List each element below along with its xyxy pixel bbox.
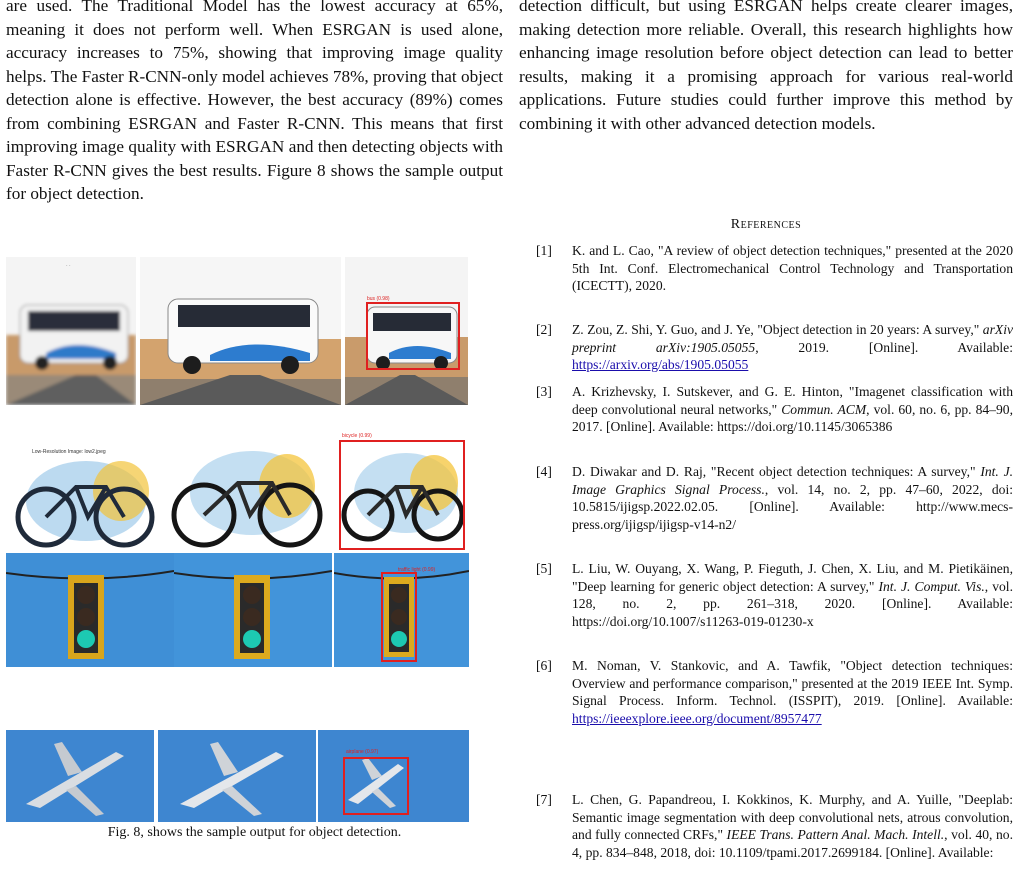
references-heading: References xyxy=(730,217,802,232)
reference-4 xyxy=(536,463,1013,533)
reference-2 xyxy=(536,321,1013,374)
reference-number: [2] xyxy=(536,322,552,337)
reference-number: [3] xyxy=(536,384,552,399)
reference-number: [5] xyxy=(536,561,552,576)
bicycle-enhanced-image xyxy=(162,431,328,553)
reference-link[interactable]: https://arxiv.org/abs/1905.05055 xyxy=(572,357,749,373)
traffic-detected-image xyxy=(334,553,469,667)
right-body-paragraph: detection difficult, but using ESRGAN helps create clearer images, making detection more reliable. Overall, this research highlights how enhancing image resolution before object detection can lead to better results, making it a promising approach for various real-world applications. Future studies could further improve this method by combining it with other advanced detection models. xyxy=(519,0,1013,133)
bus-enhanced-image xyxy=(140,257,341,405)
reference-text: A. Krizhevsky, I. Sutskever, and G. E. Hinton, "Imagenet classification with deep convolutional neural networks," Commun. ACM, vol. 60, no. 6, pp. 84–90, 2017. [Online]. Available: https://doi.org/10.1145/3065386 xyxy=(572,384,1013,435)
left-column xyxy=(6,0,503,206)
reference-5 xyxy=(536,560,1013,630)
lowres-image-label: Low-Resolution Image: low2.jpeg xyxy=(32,449,106,455)
reference-number: [7] xyxy=(536,792,552,807)
svg-text:· ·: · · xyxy=(66,263,71,269)
traffic-lowres-image xyxy=(6,553,174,667)
reference-3 xyxy=(536,383,1013,436)
reference-6 xyxy=(536,657,1013,727)
airplane-detection-label: airplane (0.97) xyxy=(346,749,379,755)
figure-row-traffic-light xyxy=(6,553,503,667)
reference-number: [4] xyxy=(536,464,552,479)
airplane-detected-image xyxy=(318,730,469,822)
airplane-lowres-image xyxy=(6,730,154,822)
reference-7 xyxy=(536,791,1013,861)
reference-text: D. Diwakar and D. Raj, "Recent object detection techniques: A survey," Int. J. Image Graphics Signal Process., vol. 14, no. 2, pp. 47–60, 2022, doi: 10.5815/ijigsp.2022.02.05. [Online]. Available: http://www.mecs-press.org/ijigsp/ijigsp-v14-n2/ xyxy=(572,464,1013,532)
traffic-enhanced-image xyxy=(174,553,332,667)
reference-text: Z. Zou, Z. Shi, Y. Guo, and J. Ye, "Object detection in 20 years: A survey," arXiv preprint arXiv:1905.05055, 2019. [Online]. Available: https://arxiv.org/abs/1905.05055 xyxy=(572,322,1013,373)
reference-text: K. and L. Cao, "A review of object detection techniques," presented at the 2020 5th Int. Conf. Electromechanical Control Technology and Transportation (ICECTT), 2020. xyxy=(572,243,1013,294)
figure-row-bus xyxy=(6,257,503,405)
left-body-paragraph: are used. The Traditional Model has the lowest accuracy at 65%, meaning it does not perform well. When ESRGAN is used alone, accuracy increases to 75%, showing that improving image quality helps. The Faster R-CNN-only model achieves 78%, proving that object detection alone is effective. However, the best accuracy (89%) comes from combining ESRGAN and Faster R-CNN. This means that first improving image quality with ESRGAN and then detecting objects with Faster R-CNN gives the best results. Figure 8 shows the sample output for object detection. xyxy=(6,0,503,203)
right-column xyxy=(519,0,1013,135)
bus-detected-image xyxy=(345,257,468,405)
reference-text: M. Noman, V. Stankovic, and A. Tawfik, "Object detection techniques: Overview and performance comparison," presented at the 2019 IEEE Int. Symp. Signal Process. Inform. Technol. (ISSPIT), 2019. [Online]. Available: https://ieeexplore.ieee.org/document/8957477 xyxy=(572,658,1013,726)
bus-lowres-image xyxy=(6,257,136,405)
bicycle-detected-image xyxy=(334,431,469,553)
bus-detection-label: bus (0.98) xyxy=(367,296,390,302)
figure-row-bicycle xyxy=(6,431,503,553)
traffic-detection-label: traffic light (0.99) xyxy=(398,567,436,573)
figure-caption: Fig. 8, shows the sample output for object detection. xyxy=(107,825,402,840)
bicycle-lowres-image xyxy=(6,431,156,553)
reference-text: L. Chen, G. Papandreou, I. Kokkinos, K. Murphy, and A. Yuille, "Deeplab: Semantic image segmentation with deep convolutional nets, atrous convolution, and fully connected CRFs," IEEE Trans. Pattern Anal. Mach. Intell., vol. 40, no. 4, pp. 834–848, 2018, doi: 10.1109/tpami.2017.2699184. [Online]. Available: xyxy=(572,792,1013,860)
reference-number: [6] xyxy=(536,658,552,673)
reference-link[interactable]: https://ieeexplore.ieee.org/document/8957477 xyxy=(572,710,822,726)
airplane-enhanced-image xyxy=(158,730,316,822)
reference-number: [1] xyxy=(536,243,552,258)
reference-1 xyxy=(536,242,1013,295)
figure-row-airplane xyxy=(6,730,503,822)
bicycle-detection-label: bicycle (0.99) xyxy=(342,433,372,439)
reference-text: L. Liu, W. Ouyang, X. Wang, P. Fieguth, J. Chen, X. Liu, and M. Pietikäinen, "Deep learning for generic object detection: A survey," Int. J. Comput. Vis., vol. 128, no. 2, pp. 261–318, 2020. [Online]. Available: https://doi.org/10.1007/s11263-019-01230-x xyxy=(572,561,1013,629)
